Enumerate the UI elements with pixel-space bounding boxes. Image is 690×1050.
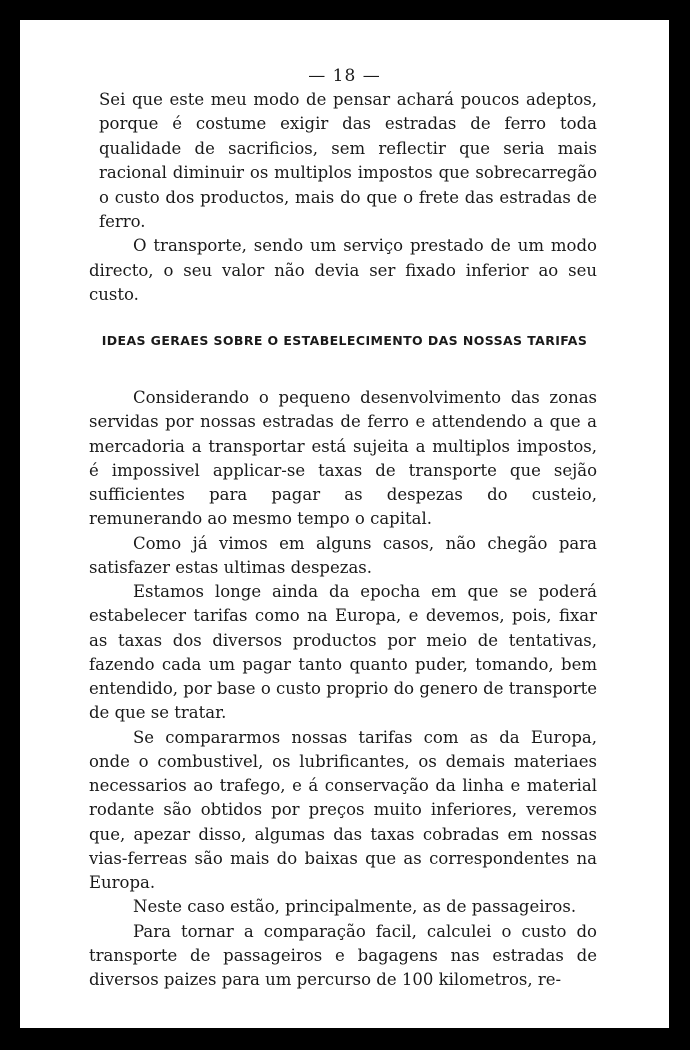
book-page <box>20 20 669 1028</box>
paragraph: O transporte, sendo um serviço prestado de um modo directo, o seu valor não devia ser fixado inferior ao seu custo. <box>89 236 597 305</box>
paragraph: Neste caso estão, principalmente, as de passageiros. <box>133 897 577 917</box>
paragraph: Para tornar a comparação facil, calculei o custo do transporte de passageiros e bagagens nas estradas de diversos paizes para um percurso de 100 kilometros, re- <box>89 921 597 989</box>
section-heading: IDEAS GERAES SOBRE O ESTABELECIMENTO DAS NOSSAS TARIFAS <box>101 333 588 348</box>
paragraph: Se compararmos nossas tarifas com as da Europa, onde o combustivel, os lubrificantes, os demais materiaes necessarios ao trafego, e á conservação da linha e material rodante são obtidos por preços muito inferiores, veremos que, apezar disso, algumas das taxas cobradas em nossas vias-ferreas são mais do baixas que as correspondentes na Europa. <box>89 727 597 892</box>
paragraph: Sei que este meu modo de pensar achará poucos adeptos, porque é costume exigir das estradas de ferro toda qualidade de sacrificios, sem reflectir que seria mais racional diminuir os multiplos impostos que sobrecarregão o custo dos productos, mais do que o frete das estradas de ferro. <box>99 90 597 232</box>
paragraph: Estamos longe ainda da epocha em que se poderá estabelecer tarifas como na Europa, e devemos, pois, fixar as taxas dos diversos productos por meio de tentativas, fazendo cada um pagar tanto quanto puder, tomando, bem entendido, por base o custo proprio do genero de transporte de que se tratar. <box>89 582 597 723</box>
paragraph: Considerando o pequeno desenvolvimento das zonas servidas por nossas estradas de ferro e attendendo a que a mercadoria a transportar está sujeita a multiplos impostos, é impossivel applicar-se taxas de transporte que sejão sufficientes para pagar as despezas do custeio, remunerando ao mesmo tempo o capital. <box>89 388 597 529</box>
section-text <box>89 386 597 992</box>
intro-text <box>89 88 597 308</box>
paragraph: Como já vimos em alguns casos, não chegão para satisfazer estas ultimas despezas. <box>89 533 597 577</box>
page-number: — 18 — <box>308 66 381 86</box>
